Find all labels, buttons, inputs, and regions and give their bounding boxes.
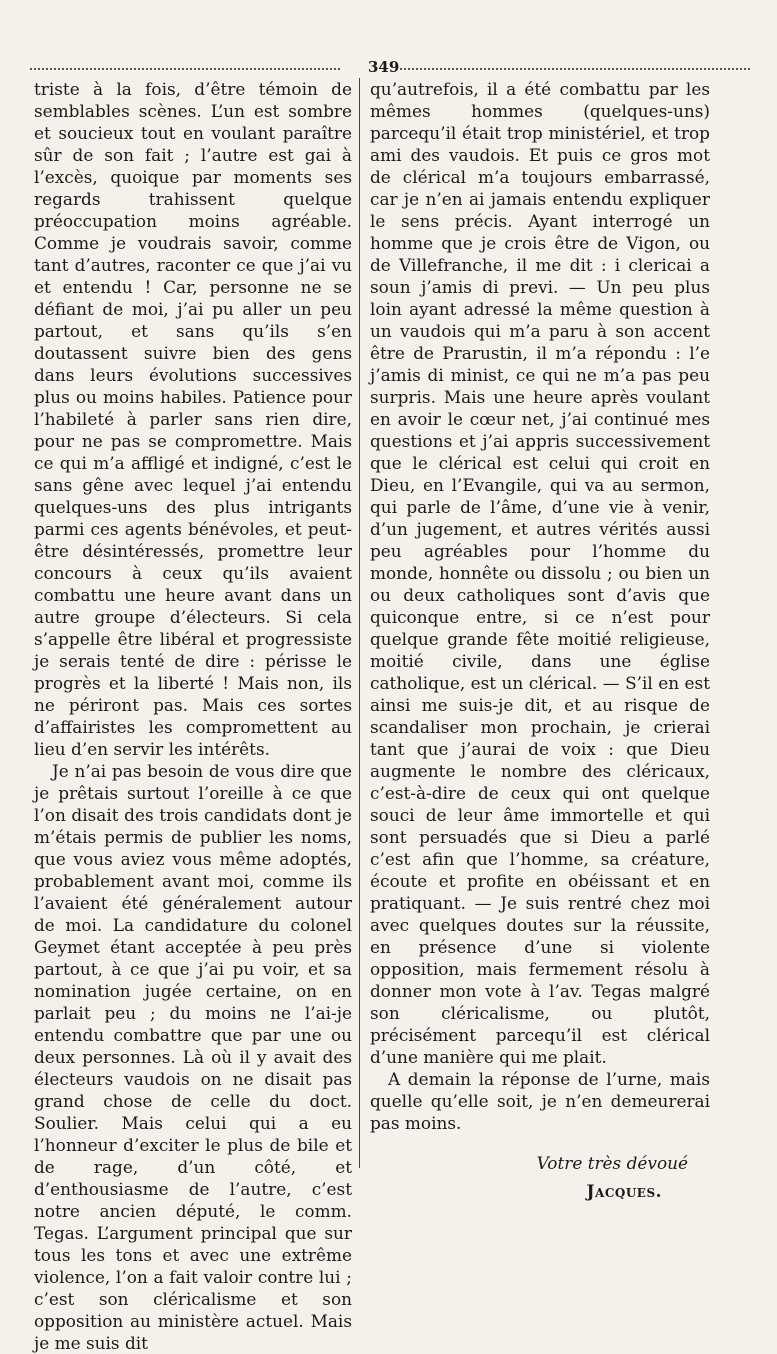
header-rule-right xyxy=(400,68,750,70)
right-paragraph-2: A demain la réponse de l’urne, mais quelle qu’elle soit, je n’en demeurerai pas moins. xyxy=(370,1069,710,1133)
header-rule-left xyxy=(30,68,340,70)
left-paragraph-1: triste à la fois, d’être témoin de semblables scènes. L’un est sombre et soucieux tout en voulant paraître sûr de son fait ; l’autre est gai à l’excès, quoique par moments ses regards trahissent quelque préoccupation moins agréable. Comme je voudrais savoir, comme tant d’autres, raconter ce que j’ai vu et entendu ! Car, personne ne se défiant de moi, j’ai pu aller un peu partout, et sans qu’ils s’en doutassent suivre bien des gens dans leurs évolutions successives plus ou moins habiles. Patience pour l’habileté à parler sans rien dire, pour ne pas se compromettre. Mais ce qui m’a affligé et indigné, c’est le sans gêne avec lequel j’ai entendu quelques-uns des plus intrigants parmi ces agents bénévoles, et peut-être désintéressés, promettre leur concours à ceux qu’ils avaient combattu une heure avant dans un autre groupe d’électeurs. Si cela s’appelle être libéral et progressiste je serais tenté de dire : périsse le progrès et la liberté ! Mais non, ils ne périront pas. Mais ces sortes d’affairistes les compromettent au lieu d’en servir les intérêts. xyxy=(34,79,352,759)
left-paragraph-2: Je n’ai pas besoin de vous dire que je prêtais surtout l’oreille à ce que l’on disait des trois candidats dont je m’étais permis de publier les noms, que vous aviez vous même adoptés, probablement avant moi, comme ils l’avaient été généralement autour de moi. La candidature du colonel Geymet étant acceptée à peu près partout, à ce que j’ai pu voir, et sa nomination jugée certaine, on en parlait peu ; du moins ne l’ai-je entendu combattre que par une ou deux personnes. Là où il y avait des électeurs vaudois on ne disait pas grand chose de celle du doct. Soulier. Mais celui qui a eu l’honneur d’exciter le plus de bile et de rage, d’un côté, et d’enthousiasme de l’autre, c’est notre ancien député, le comm. Tegas. L’argument principal que sur tous les tons et avec une extrême violence, l’on a fait valoir contre lui ; c’est son cléricalisme et son opposition au ministère actuel. Mais je me suis dit xyxy=(34,761,352,1353)
page-header xyxy=(30,58,750,80)
left-column xyxy=(34,78,352,1353)
right-paragraph-1: qu’autrefois, il a été combattu par les mêmes hommes (quelques-uns) parcequ’il était trop ministériel, et trop ami des vaudois. Et puis ce gros mot de clérical m’a toujours embarrassé, car je n’en ai jamais entendu expliquer le sens précis. Ayant interrogé un homme que je crois être de Vigon, ou de Villefranche, il me dit : i clericai a soun j’amis di previ. — Un peu plus loin ayant adressé la même question à un vaudois qui m’a paru à son accent être de Prarustin, il m’a répondu : l’e j’amis di minist, ce qui ne m’a pas peu surpris. Mais une heure après voulant en avoir le cœur net, j’ai continué mes questions et j’ai appris successivement que le clérical est celui qui croit en Dieu, en l’Evangile, qui va au sermon, qui parle de l’âme, d’une vie à venir, d’un jugement, et autres vérités aussi peu agréables pour l’homme du monde, honnête ou dissolu ; ou bien un ou deux catholiques sont d’avis que quiconque entre, si ce n’est pour quelque grande fête moitié religieuse, moitié civile, dans une église catholique, est un clérical. — S’il en est ainsi me suis-je dit, et au risque de scandaliser mon prochain, je crierai tant que j’aurai de voix : que Dieu augmente le nombre des cléricaux, c’est-à-dire de ceux qui ont quelque souci de leur âme immortelle et qui sont persuadés que si Dieu a parlé c’est afin que l’homme, sa créature, écoute et profite en obéissant et en pratiquant. — Je suis rentré chez moi avec quelques doutes sur la réussite, en présence d’une si violente opposition, mais fermement résolu à donner mon vote à l’av. Tegas malgré son cléricalisme, ou plutôt, précisément parcequ’il est clérical d’une manière qui me plait. xyxy=(370,79,710,1067)
signature: Jacques. xyxy=(586,1181,662,1201)
page-number: 349 xyxy=(368,58,400,76)
column-divider xyxy=(359,78,360,1168)
right-column xyxy=(370,78,710,1201)
closing-salutation: Votre très dévoué xyxy=(536,1153,688,1173)
